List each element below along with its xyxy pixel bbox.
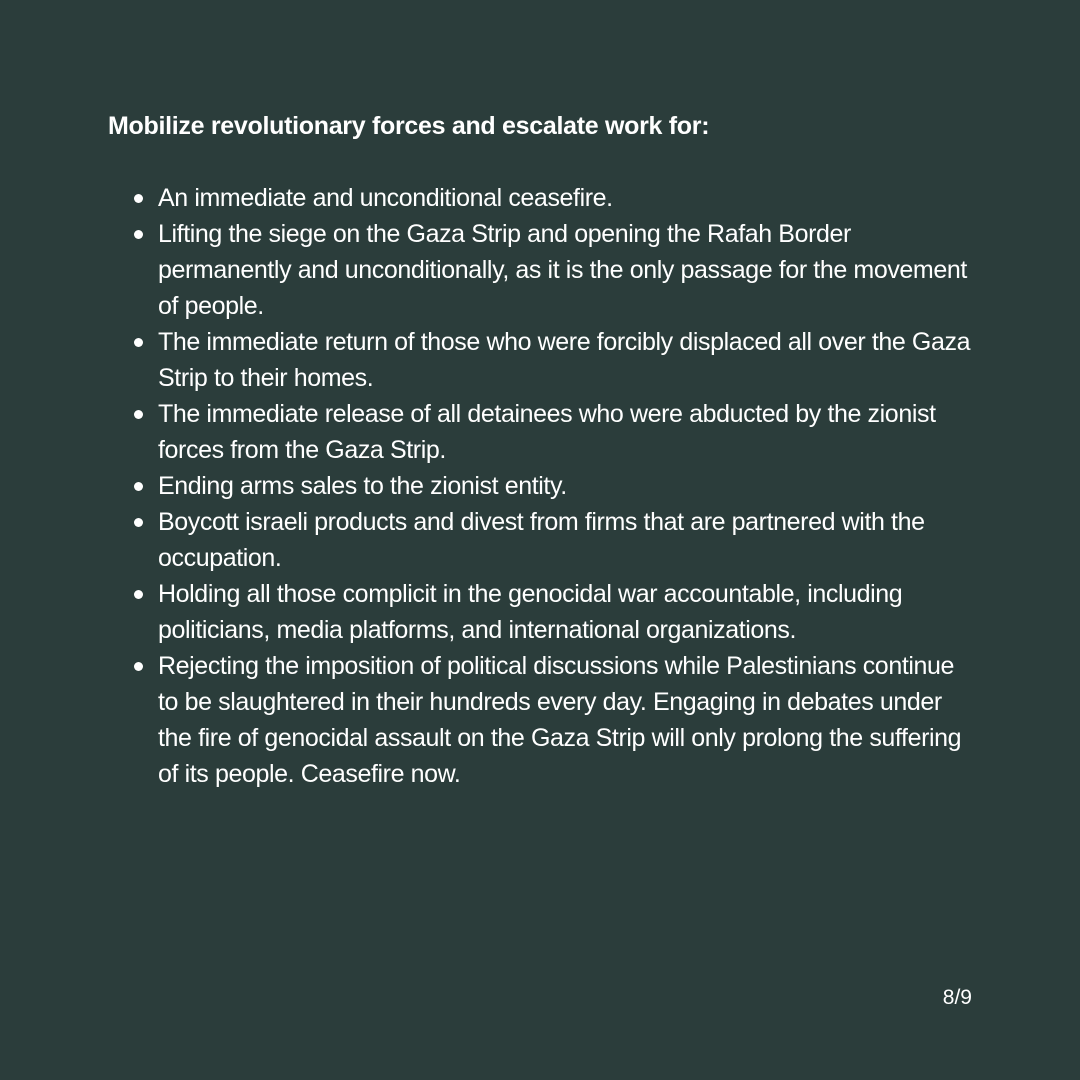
bullet-icon: [134, 338, 143, 347]
bullet-icon: [134, 194, 143, 203]
list-item: [108, 396, 976, 468]
list-item: [108, 648, 976, 792]
bullet-icon: [134, 410, 143, 419]
bullet-icon: [134, 662, 143, 671]
list-item: [108, 576, 976, 648]
demand-text: Ending arms sales to the zionist entity.: [158, 472, 567, 500]
demand-text: Lifting the siege on the Gaza Strip and opening the Rafah Border permanently and unconditionally, as it is the only passage for the movement of people.: [158, 220, 967, 320]
demand-text: Boycott israeli products and divest from firms that are partnered with the occupation.: [158, 508, 925, 572]
demand-text: An immediate and unconditional ceasefire.: [158, 184, 613, 212]
list-item: [108, 468, 976, 504]
list-item: [108, 324, 976, 396]
bullet-icon: [134, 482, 143, 491]
list-item: [108, 180, 976, 216]
demand-text: The immediate release of all detainees who were abducted by the zionist forces from the Gaza Strip.: [158, 400, 936, 464]
demand-text: Holding all those complicit in the genocidal war accountable, including politicians, media platforms, and international organizations.: [158, 580, 903, 644]
page-indicator: 8/9: [942, 986, 972, 1009]
demands-list: [108, 180, 976, 792]
list-item: [108, 504, 976, 576]
page-heading: Mobilize revolutionary forces and escalate work for:: [108, 112, 710, 140]
bullet-icon: [134, 518, 143, 527]
demand-text: The immediate return of those who were forcibly displaced all over the Gaza Strip to their homes.: [158, 328, 971, 392]
bullet-icon: [134, 230, 143, 239]
list-item: [108, 216, 976, 324]
bullet-icon: [134, 590, 143, 599]
demand-text: Rejecting the imposition of political discussions while Palestinians continue to be slaughtered in their hundreds every day. Engaging in debates under the fire of genocidal assault on the Gaza Strip will only prolong the suffering of its people. Ceasefire now.: [158, 652, 962, 788]
